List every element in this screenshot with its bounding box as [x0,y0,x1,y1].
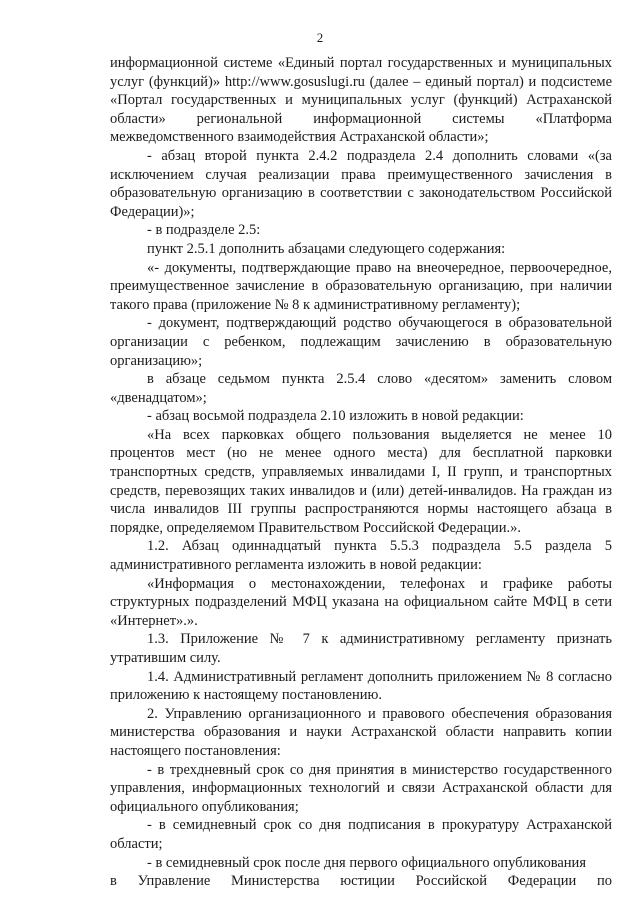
paragraph-14: 2. Управлению организационного и правового обеспечения образования министерства образования и науки Астраханской области направить копии настоящего постановления: [110,705,612,759]
paragraph-5: «- документы, подтверждающие право на внеочередное, первоочередное, преимущественное зачисление в образовательную организацию, при наличии такого права (приложение № 8 к административному регламенту); [110,259,612,313]
paragraph-11: «Информация о местонахождении, телефонах и графике работы структурных подразделений МФЦ указана на официальном сайте МФЦ в сети «Интернет».». [110,575,612,629]
paragraph-2: - абзац второй пункта 2.4.2 подраздела 2.4 дополнить словами «(за исключением случая реализации права преимущественного зачисления в образовательную организацию в соответствии с законодательством Российской Федерации)»; [110,147,612,220]
paragraph-15: - в трехдневный срок со дня принятия в министерство государственного управления, информационных технологий и связи Астраханской области для официального опубликования; [110,761,612,815]
paragraph-18: в Управление Министерства юстиции Российской Федерации по [110,873,612,890]
paragraph-9: «На всех парковках общего пользования выделяется не менее 10 процентов мест (но не менее одного места) для бесплатной парковки транспортных средств, управляемых инвалидами I, II групп, и транспортных средств, перевозящих таких инвалидов и (или) детей-инвалидов. На граждан из числа инвалидов III группы распространяются нормы настоящего абзаца в порядке, определяемом Правительством Российской Федерации.». [110,426,612,536]
paragraph-10: 1.2. Абзац одиннадцатый пункта 5.5.3 подраздела 5.5 раздела 5 административного регламента изложить в новой редакции: [110,538,612,574]
paragraph-8: - абзац восьмой подраздела 2.10 изложить в новой редакции: [147,408,524,425]
paragraph-4: пункт 2.5.1 дополнить абзацами следующего содержания: [147,240,506,257]
page-number: 2 [316,30,324,45]
paragraph-13: 1.4. Административный регламент дополнить приложением № 8 согласно приложению к настоящему постановлению. [110,668,612,704]
paragraph-17: - в семидневный срок после дня первого официального опубликования [147,854,586,871]
paragraph-12: 1.3. Приложение № 7 к административному регламенту признать утратившим силу. [110,631,612,666]
paragraph-16: - в семидневный срок со дня подписания в прокуратуру Астраханской области; [110,817,612,852]
paragraph-1: информационной системе «Единый портал государственных и муниципальных услуг (функций)» http://www.gosuslugi.ru (далее – единый портал) и подсистеме «Портал государственных и муниципальных услуг (функций) Астраханской области» региональной информационной системы «Платформа межведомственного взаимодействия Астраханской области»; [110,55,612,146]
paragraph-6: - документ, подтверждающий родство обучающегося в образовательной организации с ребенком, подлежащим зачислению в образовательную организацию»; [110,315,612,369]
paragraph-7: в абзаце седьмом пункта 2.5.4 слово «десятом» заменить словом «двенадцатом»; [110,371,612,406]
document-body [110,54,612,891]
paragraph-3: - в подразделе 2.5: [147,222,261,239]
